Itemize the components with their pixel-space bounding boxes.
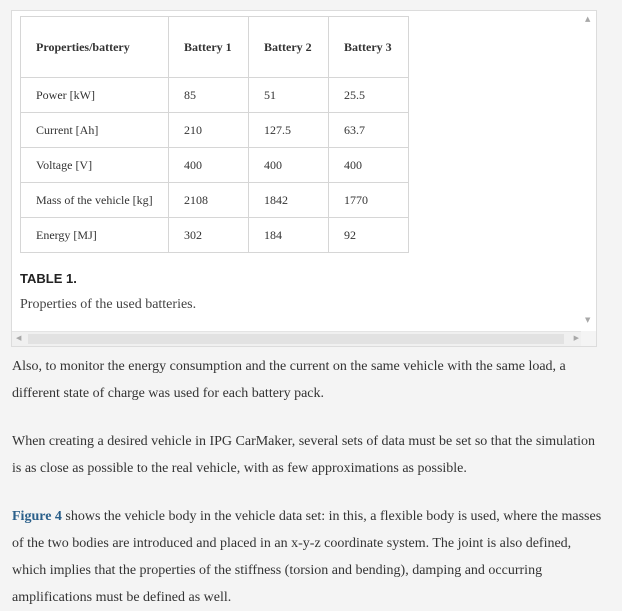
header-cell: Battery 3 — [329, 17, 409, 78]
arrow-left-icon[interactable]: ◀ — [16, 334, 22, 342]
header-cell: Battery 1 — [169, 17, 249, 78]
scrollbar-corner — [581, 331, 596, 346]
paragraph: Also, to monitor the energy consumption and the current on the same vehicle with the same load, a different state of charge was used for each battery pack. — [12, 359, 566, 401]
table-cell: 63.7 — [329, 113, 409, 148]
table-container — [11, 10, 597, 347]
table-cell: 25.5 — [329, 78, 409, 113]
horizontal-scrollbar[interactable] — [12, 331, 583, 346]
table-caption-text: Properties of the used batteries. — [20, 297, 197, 312]
table-cell: Voltage [V] — [21, 148, 169, 183]
figure-4-link[interactable]: Figure 4 — [12, 509, 62, 524]
table-cell: Mass of the vehicle [kg] — [21, 183, 169, 218]
table-cell: Power [kW] — [21, 78, 169, 113]
table-caption-label: TABLE 1. — [20, 271, 77, 286]
arrow-up-icon[interactable]: ▲ — [585, 15, 591, 23]
table-cell: 85 — [169, 78, 249, 113]
table-cell: 184 — [249, 218, 329, 253]
table-row — [21, 183, 409, 218]
table-cell: 400 — [249, 148, 329, 183]
paragraph-text: shows the vehicle body in the vehicle data set: in this, a flexible body is used, where the masses of the two bodies are introduced and placed in an x-y-z coordinate system. The joint is also defined, which implies that the properties of the stiffness (torsion and bending), damping and occurring amplifications must be defined as well. — [12, 509, 602, 605]
paragraph — [12, 503, 604, 611]
table-cell: 127.5 — [249, 113, 329, 148]
table-cell: Current [Ah] — [21, 113, 169, 148]
header-cell: Battery 2 — [249, 17, 329, 78]
arrow-down-icon[interactable]: ▼ — [585, 316, 591, 324]
table-cell: 1770 — [329, 183, 409, 218]
table-cell: 302 — [169, 218, 249, 253]
scrollbar-thumb[interactable] — [28, 334, 564, 344]
table-cell: Energy [MJ] — [21, 218, 169, 253]
paragraph: When creating a desired vehicle in IPG CarMaker, several sets of data must be set so that the simulation is as close as possible to the real vehicle, with as few approximations as possible. — [12, 434, 595, 476]
vertical-scrollbar[interactable] — [581, 11, 596, 331]
table-header-row — [21, 17, 409, 78]
table-row — [21, 218, 409, 253]
table-cell: 1842 — [249, 183, 329, 218]
table-row — [21, 113, 409, 148]
table-cell: 210 — [169, 113, 249, 148]
table-row — [21, 148, 409, 183]
battery-properties-table — [20, 16, 409, 253]
table-cell: 400 — [169, 148, 249, 183]
table-cell: 400 — [329, 148, 409, 183]
header-cell: Properties/battery — [21, 17, 169, 78]
table-row — [21, 78, 409, 113]
table-cell: 92 — [329, 218, 409, 253]
arrow-right-icon[interactable]: ▶ — [573, 334, 579, 342]
table-cell: 2108 — [169, 183, 249, 218]
table-cell: 51 — [249, 78, 329, 113]
